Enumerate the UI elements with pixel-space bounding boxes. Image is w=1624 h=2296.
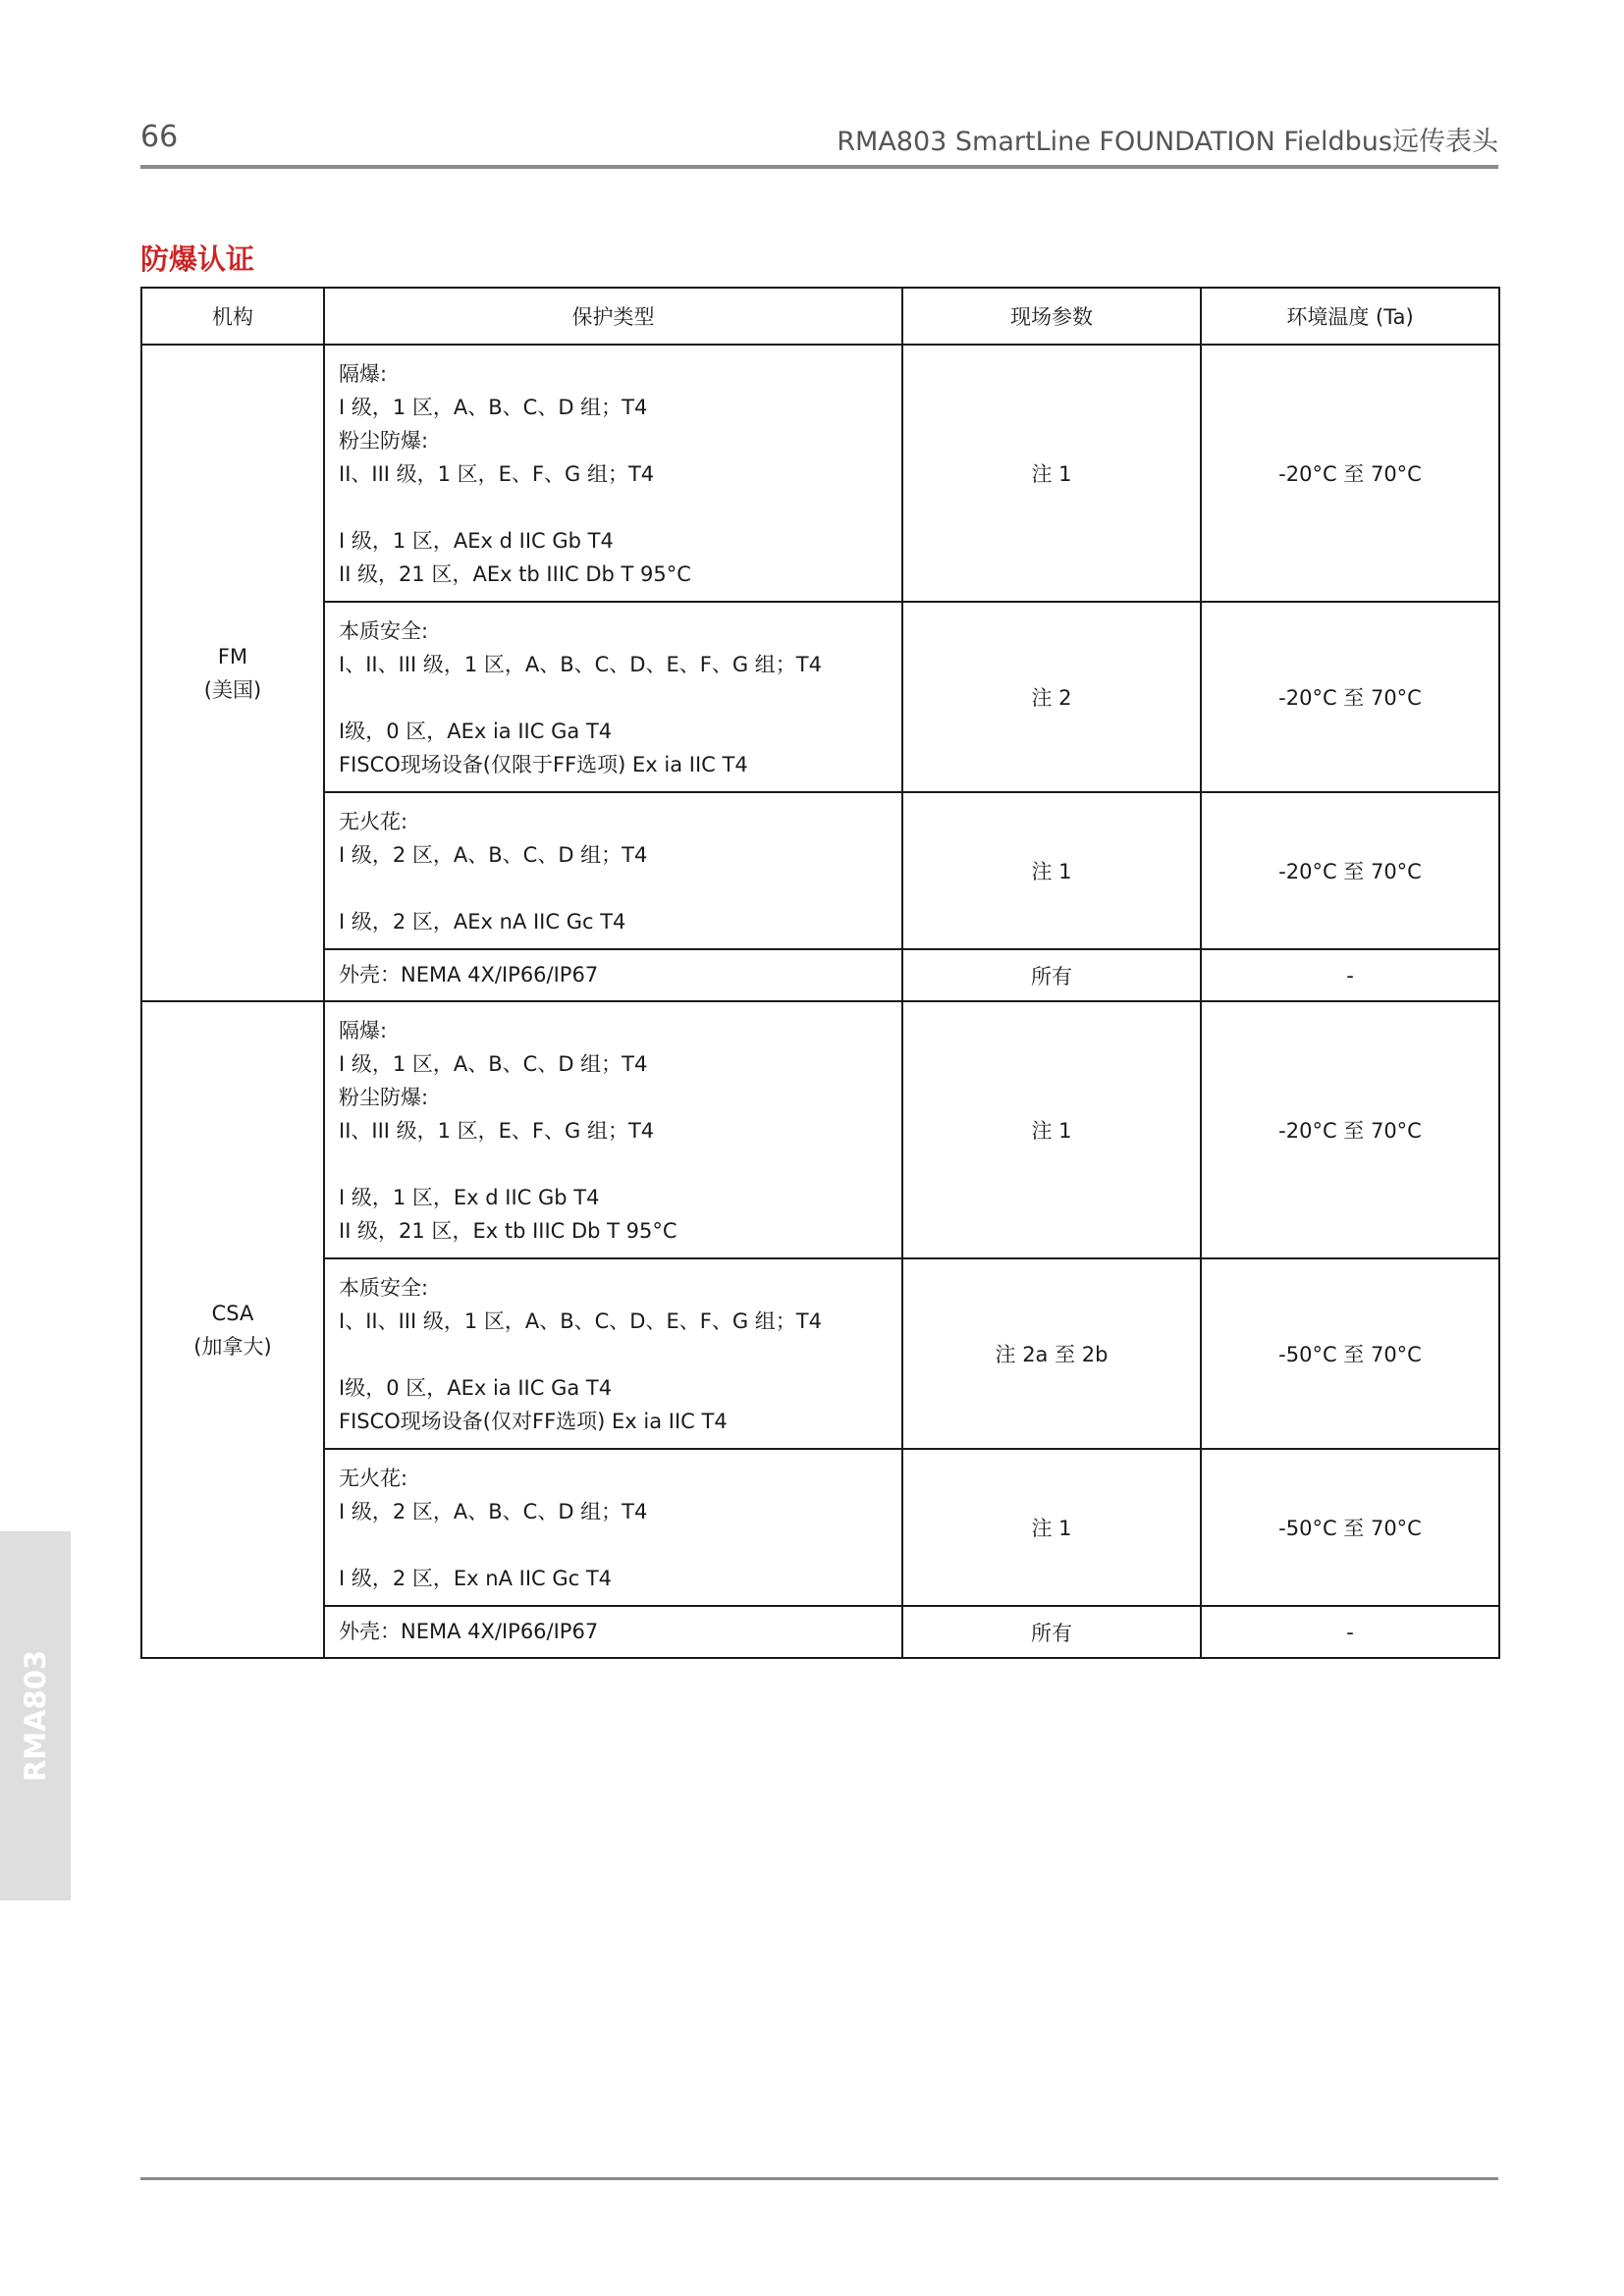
org-name: FM <box>217 644 248 668</box>
protection-line: I 级，2 区，A、B、C、D 组；T4 <box>339 1500 648 1523</box>
ambient-temperature-cell: -20°C 至 70°C <box>1201 792 1499 949</box>
ambient-temperature-cell: -50°C 至 70°C <box>1201 1449 1499 1606</box>
section-title: 防爆认证 <box>140 242 255 276</box>
protection-line <box>339 681 888 715</box>
protection-line: 粉尘防爆: <box>339 429 429 453</box>
protection-line: I 级，1 区，AEx d IIC Gb T4 <box>339 529 614 553</box>
side-tab-label: RMA803 <box>19 1649 52 1783</box>
protection-line: I、II、III 级，1 区，A、B、C、D、E、F、G 组；T4 <box>339 653 822 676</box>
protection-line: 本质安全: <box>339 1276 429 1300</box>
table-row <box>141 1449 1499 1606</box>
protection-line: I 级，2 区，Ex nA IIC Gc T4 <box>339 1567 613 1590</box>
protection-type-cell <box>324 1258 902 1449</box>
table-row <box>141 1606 1499 1658</box>
ambient-temperature-cell: -20°C 至 70°C <box>1201 602 1499 792</box>
ambient-temperature-cell: -20°C 至 70°C <box>1201 1001 1499 1258</box>
protection-line: II、III 级，1 区，E、F、G 组；T4 <box>339 1119 655 1143</box>
protection-line: II 级，21 区，AEx tb IIIC Db T 95°C <box>339 562 691 586</box>
protection-type-cell <box>324 345 902 602</box>
org-country: (加拿大) <box>193 1334 272 1359</box>
table-row <box>141 602 1499 792</box>
table-header-row <box>141 288 1499 345</box>
protection-line: I 级，1 区，A、B、C、D 组；T4 <box>339 1052 648 1076</box>
running-title: RMA803 SmartLine FOUNDATION Fieldbus远传表头 <box>837 127 1498 157</box>
table-row <box>141 1258 1499 1449</box>
column-header-org: 机构 <box>141 288 324 345</box>
protection-line <box>339 1338 888 1371</box>
table-row <box>141 949 1499 1001</box>
protection-line <box>339 1148 888 1181</box>
protection-type-cell <box>324 1001 902 1258</box>
field-parameter-cell: 注 1 <box>902 1449 1201 1606</box>
certification-table <box>140 287 1500 1659</box>
protection-line <box>339 1528 888 1562</box>
protection-type-cell <box>324 602 902 792</box>
protection-type-cell <box>324 792 902 949</box>
ambient-temperature-cell: - <box>1201 1606 1499 1658</box>
table-body <box>141 345 1499 1658</box>
protection-line: I 级，1 区，Ex d IIC Gb T4 <box>339 1186 600 1209</box>
field-parameter-cell: 所有 <box>902 949 1201 1001</box>
protection-type-cell <box>324 1606 902 1658</box>
org-name: CSA <box>211 1301 254 1325</box>
protection-line: I级，0 区，AEx ia IIC Ga T4 <box>339 720 613 743</box>
protection-line: FISCO现场设备(仅对FF选项) Ex ia IIC T4 <box>339 1410 728 1433</box>
protection-line: I级，0 区，AEx ia IIC Ga T4 <box>339 1376 613 1400</box>
field-parameter-cell: 注 2a 至 2b <box>902 1258 1201 1449</box>
field-parameter-cell: 注 2 <box>902 602 1201 792</box>
header-rule <box>140 165 1498 169</box>
table-row <box>141 345 1499 602</box>
protection-line: I 级，1 区，A、B、C、D 组；T4 <box>339 396 648 419</box>
protection-line: 隔爆: <box>339 362 388 386</box>
protection-line: 本质安全: <box>339 619 429 643</box>
protection-line: 隔爆: <box>339 1019 388 1042</box>
org-cell <box>141 1001 324 1658</box>
protection-line: II、III 级，1 区，E、F、G 组；T4 <box>339 462 655 486</box>
org-cell <box>141 345 324 1001</box>
protection-line: FISCO现场设备(仅限于FF选项) Ex ia IIC T4 <box>339 753 748 776</box>
protection-type-cell <box>324 1449 902 1606</box>
table-row <box>141 792 1499 949</box>
protection-line: 无火花: <box>339 810 408 833</box>
protection-line: I、II、III 级，1 区，A、B、C、D、E、F、G 组；T4 <box>339 1309 822 1333</box>
table-row <box>141 1001 1499 1258</box>
ambient-temperature-cell: -50°C 至 70°C <box>1201 1258 1499 1449</box>
footer-rule <box>140 2177 1498 2180</box>
protection-line: 粉尘防爆: <box>339 1086 429 1109</box>
field-parameter-cell: 注 1 <box>902 792 1201 949</box>
protection-line: II 级，21 区，Ex tb IIIC Db T 95°C <box>339 1219 677 1243</box>
field-parameter-cell: 注 1 <box>902 345 1201 602</box>
ambient-temperature-cell: - <box>1201 949 1499 1001</box>
protection-line: I 级，2 区，A、B、C、D 组；T4 <box>339 843 648 867</box>
column-header-protection-type: 保护类型 <box>324 288 902 345</box>
org-country: (美国) <box>203 677 262 702</box>
protection-line: 无火花: <box>339 1467 408 1490</box>
column-header-field-parameters: 现场参数 <box>902 288 1201 345</box>
protection-line: 外壳：NEMA 4X/IP66/IP67 <box>339 963 599 987</box>
ambient-temperature-cell: -20°C 至 70°C <box>1201 345 1499 602</box>
protection-line: I 级，2 区，AEx nA IIC Gc T4 <box>339 910 626 934</box>
column-header-ambient-temperature: 环境温度 (Ta) <box>1201 288 1499 345</box>
protection-line <box>339 491 888 524</box>
protection-line <box>339 872 888 905</box>
protection-line: 外壳：NEMA 4X/IP66/IP67 <box>339 1620 599 1643</box>
page-number: 66 <box>140 120 179 154</box>
field-parameter-cell: 所有 <box>902 1606 1201 1658</box>
field-parameter-cell: 注 1 <box>902 1001 1201 1258</box>
protection-type-cell <box>324 949 902 1001</box>
